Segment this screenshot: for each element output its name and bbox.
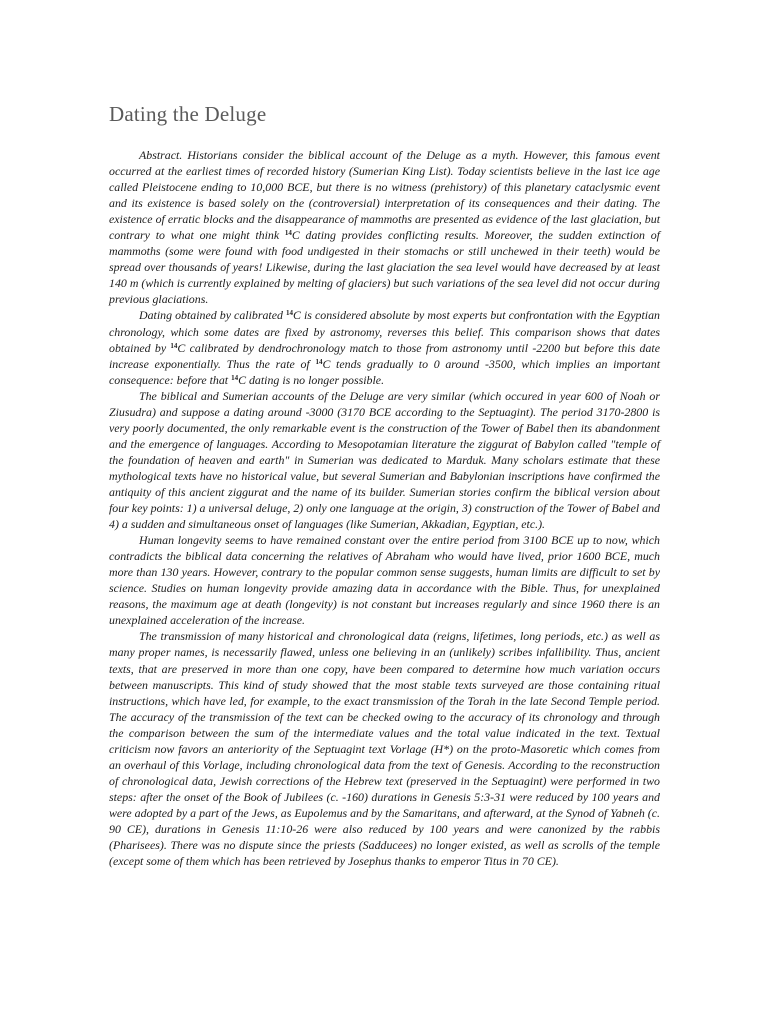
superscript-isotope: 14 <box>315 357 323 366</box>
paragraph-radiocarbon <box>109 307 660 387</box>
text-run: The transmission of many historical and chronological data (reigns, lifetimes, long periods, etc.) as well as many proper names, is necessarily flawed, unless one believing in an (unlikely) scribes infallibility. Thus, ancient texts, that are preserved in more than one copy, have been compared to determine how much variation occurs between manuscripts. This kind of study showed that the most stable texts surveyed are those containing ritual instructions, which have led, for example, to the exact transmission of the Torah in the late Second Temple period. The accuracy of the transmission of the text can be checked owing to the accuracy of its chronology and through the comparison between the sum of the intermediate values and the total value indicated in the text. Textual criticism now favors an anteriority of the Septuagint text Vorlage (H*) on the proto-Masoretic which comes from an overhaul of this Vorlage, including chronological data from the text of Genesis. According to the reconstruction of chronological data, Jewish corrections of the Hebrew text (preserved in the Septuagint) were performed in two steps: after the onset of the Book of Jubilees (c. -160) durations in Genesis 5:3-31 were reduced by 100 years and were adopted by a part of the Jews, as Eupolemus and by the Samaritans, and afterward, at the Synod of Yabneh (c. 90 CE), durations in Genesis 11:10-26 were also reduced by 100 years and were canonized by the rabbis (Pharisees). There was no dispute since the priests (Sadducees) no longer existed, as well as scrolls of the temple (except some of them which has been retrieved by Josephus thanks to emperor Titus in 70 CE). <box>109 629 660 869</box>
text-run: C calibrated by dendrochronology match to those from astronomy until -2200 but before this date increase exponentially. Thus the rate of <box>109 340 661 371</box>
text-run: C dating is no longer possible. <box>238 372 385 387</box>
text-run: C is considered absolute by most experts but confrontation with the Egyptian chronology, which some dates are fixed by astronomy, reverses this belief. This comparison shows that dates obtained by <box>109 308 660 355</box>
superscript-isotope: 14 <box>231 373 239 382</box>
page-title: Dating the Deluge <box>109 102 267 126</box>
text-run: The biblical and Sumerian accounts of the Deluge are very similar (which occured in year 600 of Noah or Ziusudra) and suppose a dating around -3000 (3170 BCE according to the Septuagint). The period 3170-2800 is very poorly documented, the only remarkable event is the construction of the Tower of Babel then its abandonment and the emergence of languages. According to Mesopotamian literature the ziggurat of Babylon called "temple of the foundation of heaven and earth" in Sumerian was dedicated to Marduk. Many scholars estimate that these mythological texts have no historical value, but several Sumerian and Babylonian inscriptions have confirmed the antiquity of this ancient ziggurat and the name of its builder. Sumerian stories confirm the biblical version about four key points: 1) a universal deluge, 2) only one language at the origin, 3) construction of the Tower of Babel and 4) a sudden and simultaneous onset of languages (like Sumerian, Akkadian, Egyptian, etc.). <box>109 388 660 532</box>
paragraph-longevity <box>109 532 660 628</box>
paragraph-deluge-accounts <box>109 388 660 532</box>
text-run: Dating obtained by calibrated <box>139 308 286 323</box>
superscript-isotope: 14 <box>285 309 293 318</box>
superscript-isotope: 14 <box>170 341 178 350</box>
text-run: Abstract. Historians consider the biblical account of the Deluge as a myth. However, this famous event occurred at the earliest times of recorded history (Sumerian King List). Today scientists believe in the last ice age called Pleistocene ending to 10,000 BCE, but there is no witness (prehistory) of this planetary cataclysmic event and its existence is based solely on the (controversial) interpretation of its consequences and their dating. The existence of erratic blocks and the disappearance of mammoths are presented as evidence of the last glaciation, but contrary to what one might think <box>109 148 660 243</box>
paragraph-abstract <box>109 147 660 307</box>
document-body <box>109 147 660 869</box>
text-run: C tends gradually to 0 around -3500, which implies an important consequence: before that <box>109 356 660 387</box>
text-run: C dating provides conflicting results. Moreover, the sudden extinction of mammoths (some were found with food undigested in their stomachs or still unchewed in their teeth) would be spread over thousands of years! Likewise, during the last glaciation the sea level would have decreased by at least 140 m (which is currently explained by melting of glaciers) but such variations of the sea level did not occur during previous glaciations. <box>109 228 660 307</box>
superscript-isotope: 14 <box>284 229 292 238</box>
paragraph-transmission <box>109 628 660 869</box>
text-run: Human longevity seems to have remained constant over the entire period from 3100 BCE up to now, which contradicts the biblical data concerning the relatives of Abraham who would have lived, prior 1600 BCE, much more than 130 years. However, contrary to the popular common sense suggests, human limits are difficult to set by science. Studies on human longevity provide amazing data in accordance with the Bible. Thus, for unexplained reasons, the maximum age at death (longevity) is not constant but increases regularly and since 1960 there is an unexplained acceleration of the increase. <box>109 533 660 628</box>
